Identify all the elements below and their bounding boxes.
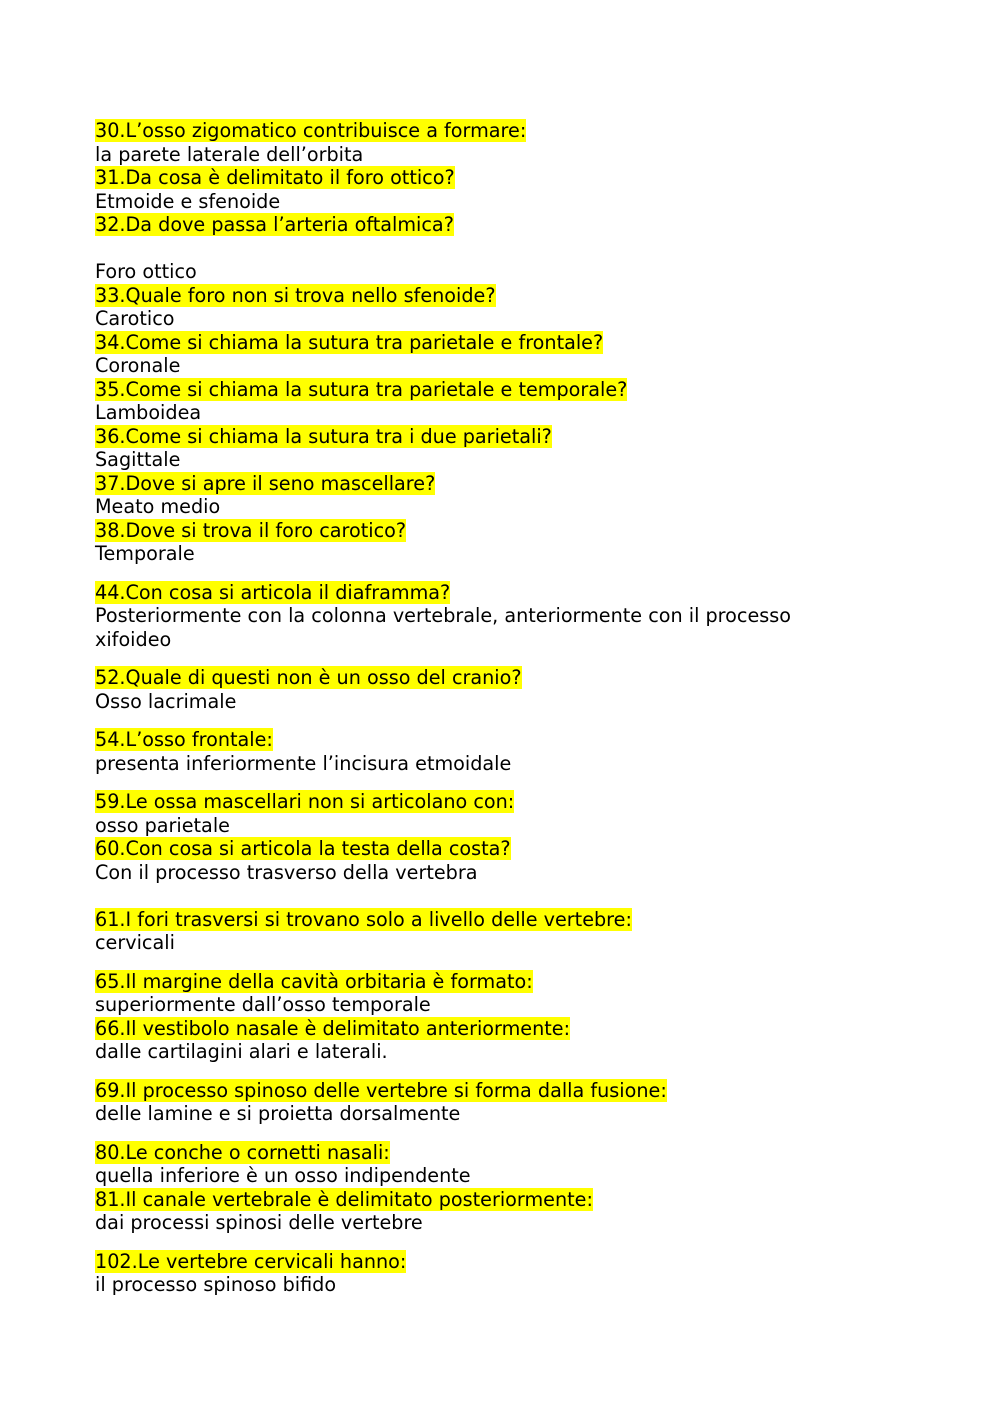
- question-44: 44.Con cosa si articola il diaframma?: [95, 580, 451, 604]
- answer-65: superiormente dall’osso temporale: [95, 993, 431, 1016]
- answer-102: il processo spinoso bifido: [95, 1273, 337, 1296]
- question-80: 80.Le conche o cornetti nasali:: [95, 1140, 390, 1164]
- question-81: 81.Il canale vertebrale è delimitato posteriormente:: [95, 1187, 593, 1211]
- question-32: 32.Da dove passa l’arteria oftalmica?: [95, 213, 454, 236]
- question-54: 54.L’osso frontale:: [95, 728, 273, 751]
- question-102: 102.Le vertebre cervicali hanno:: [95, 1249, 407, 1273]
- answer-30: la parete laterale dell’orbita: [95, 142, 364, 166]
- question-31: 31.Da cosa è delimitato il foro ottico?: [95, 166, 455, 189]
- answer-35: Lamboidea: [95, 401, 202, 424]
- question-34: 34.Come si chiama la sutura tra parietale e frontale?: [95, 330, 604, 354]
- question-36: 36.Come si chiama la sutura tra i due parietali?: [95, 424, 552, 448]
- answer-54: presenta inferiormente l’incisura etmoidale: [95, 751, 512, 775]
- question-60: 60.Con cosa si articola la testa della costa?: [95, 837, 511, 860]
- question-30: 30.L’osso zigomatico contribuisce a formare:: [95, 119, 527, 142]
- answer-66: dalle cartilagini alari e laterali.: [95, 1040, 388, 1063]
- question-66: 66.Il vestibolo nasale è delimitato anteriormente:: [95, 1016, 571, 1040]
- answer-33: Carotico: [95, 307, 175, 330]
- blank-line: [95, 237, 855, 261]
- answer-81: dai processi spinosi delle vertebre: [95, 1211, 423, 1234]
- answer-34: Coronale: [95, 354, 181, 377]
- answer-38: Temporale: [95, 542, 195, 565]
- answer-44: Posteriormente con la colonna vertebrale, anteriormente con il processo xifoideo: [95, 604, 791, 651]
- answer-69: delle lamine e si proietta dorsalmente: [95, 1102, 461, 1125]
- answer-61: cervicali: [95, 931, 175, 954]
- question-37: 37.Dove si apre il seno mascellare?: [95, 471, 436, 495]
- answer-52: Osso lacrimale: [95, 689, 237, 713]
- question-33: 33.Quale foro non si trova nello sfenoide?: [95, 283, 496, 307]
- answer-31: Etmoide e sfenoide: [95, 189, 281, 213]
- answer-32: Foro ottico: [95, 260, 197, 283]
- question-52: 52.Quale di questi non è un osso del cranio?: [95, 666, 522, 689]
- answer-80: quella inferiore è un osso indipendente: [95, 1164, 471, 1187]
- document-page: [95, 119, 855, 1297]
- answer-59: osso parietale: [95, 813, 230, 837]
- question-69: 69.Il processo spinoso delle vertebre si forma dalla fusione:: [95, 1078, 667, 1102]
- question-59: 59.Le ossa mascellari non si articolano con:: [95, 790, 515, 813]
- answer-60: Con il processo trasverso della vertebra: [95, 860, 478, 884]
- question-65: 65.Il margine della cavità orbitaria è formato:: [95, 969, 533, 993]
- question-35: 35.Come si chiama la sutura tra parietale e temporale?: [95, 377, 628, 401]
- answer-37: Meato medio: [95, 495, 221, 518]
- answer-36: Sagittale: [95, 448, 181, 471]
- question-38: 38.Dove si trova il foro carotico?: [95, 518, 407, 542]
- question-61: 61.I fori trasversi si trovano solo a livello delle vertebre:: [95, 907, 632, 931]
